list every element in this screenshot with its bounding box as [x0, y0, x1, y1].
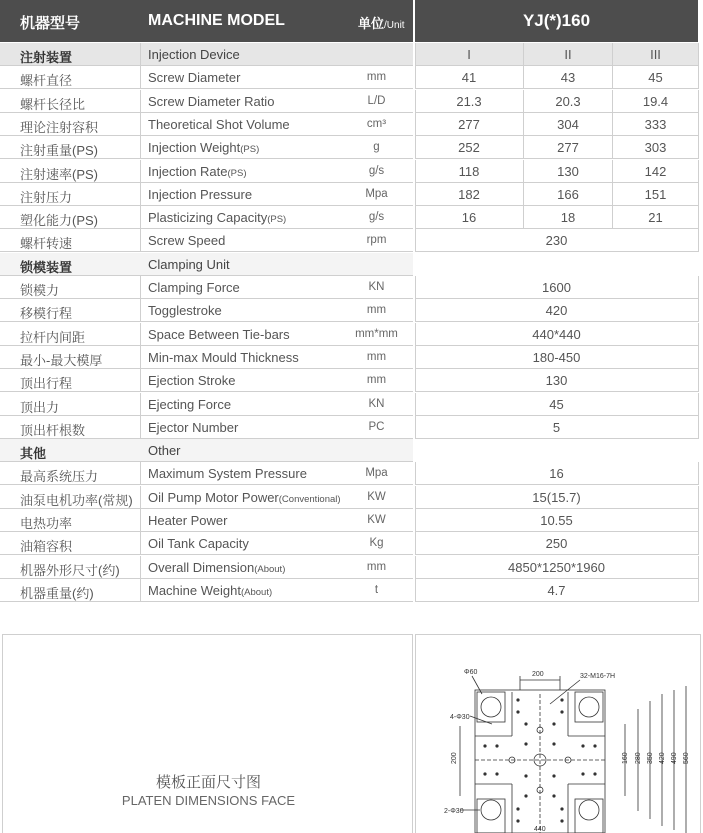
table-row	[0, 183, 703, 206]
tapped-hole	[516, 807, 519, 810]
value-cell: 142	[644, 163, 667, 179]
col-divider	[698, 346, 699, 369]
row-label-cn: 移模行程	[20, 306, 73, 322]
row-label-en: Plasticizing Capacity(PS)	[148, 210, 287, 226]
col-divider	[698, 66, 699, 89]
row-unit: g/s	[368, 164, 385, 177]
row-label-en: Injection Pressure	[148, 186, 253, 202]
tapped-hole	[552, 742, 555, 745]
label-bottom: 440	[534, 826, 546, 833]
col-divider	[140, 532, 141, 555]
tapped-hole	[560, 819, 563, 822]
value-cell: 151	[644, 186, 667, 202]
col-divider	[698, 486, 699, 509]
col-divider	[140, 579, 141, 602]
platen-title-en: PLATEN DIMENSIONS FACE	[121, 793, 296, 808]
tapped-hole	[516, 698, 519, 701]
col-divider	[698, 462, 699, 485]
header-left	[0, 0, 413, 42]
col-divider	[140, 113, 141, 136]
table-row	[0, 579, 703, 602]
table-row	[0, 160, 703, 183]
row-unit: g/s	[368, 211, 385, 224]
row-label-cn: 注射压力	[20, 189, 73, 205]
value-cell: 4.7	[547, 582, 566, 598]
table-row	[0, 532, 703, 555]
col-divider	[415, 393, 416, 416]
row-unit: mm	[366, 304, 387, 317]
row-label-cn: 塑化能力(PS)	[20, 213, 99, 229]
tapped-hole	[593, 744, 596, 747]
col-divider	[140, 393, 141, 416]
col-divider	[698, 206, 699, 229]
row-label-en: Space Between Tie-bars	[148, 326, 290, 342]
col-divider	[415, 90, 416, 113]
row-label-en: Oil Pump Motor Power(Conventional)	[148, 489, 341, 505]
row-unit: mm*mm	[355, 327, 398, 340]
label-d280: 280	[635, 752, 642, 764]
platen-section	[0, 634, 703, 833]
col-divider	[415, 183, 416, 206]
row-unit: KN	[368, 397, 385, 410]
col-divider	[415, 579, 416, 602]
label-d490: 490	[671, 752, 678, 764]
value-cell: I	[467, 47, 471, 62]
col-divider	[698, 323, 699, 346]
row-unit: L/D	[367, 94, 386, 107]
row-divider	[415, 601, 698, 602]
tapped-hole	[560, 807, 563, 810]
value-cell: 45	[549, 396, 564, 412]
row-label-cn: 注射重量(PS)	[20, 143, 99, 159]
col-divider	[698, 276, 699, 299]
row-label-cn: 锁模力	[20, 283, 60, 298]
value-cell: 118	[458, 163, 480, 179]
row-unit: KN	[368, 281, 385, 293]
col-divider	[415, 43, 416, 66]
col-divider	[415, 136, 416, 159]
row-unit: KW	[367, 490, 386, 503]
row-unit: KW	[367, 514, 386, 526]
platen-caption-box	[2, 634, 413, 833]
value-cell: 420	[545, 303, 568, 319]
col-divider	[415, 299, 416, 322]
col-divider	[612, 183, 613, 206]
col-divider	[612, 43, 613, 66]
value-cell: II	[564, 47, 572, 62]
value-cell: 19.4	[642, 93, 669, 109]
col-divider	[415, 416, 416, 439]
label-h200: 200	[451, 752, 458, 764]
col-divider	[523, 113, 524, 136]
col-divider	[140, 66, 141, 89]
value-cell: 45	[648, 70, 663, 86]
col-divider	[415, 229, 416, 252]
value-cell: 1600	[542, 280, 571, 295]
value-cell: 304	[557, 116, 579, 132]
header-model-value: YJ(*)160	[415, 0, 698, 42]
value-cell: 21	[648, 210, 663, 226]
col-divider	[523, 206, 524, 229]
tapped-hole	[495, 744, 498, 747]
col-divider	[698, 579, 699, 602]
tie-bar-block-bl	[477, 799, 505, 833]
value-cell: 16	[549, 466, 564, 482]
row-label-en: Injection Weight(PS)	[148, 140, 260, 156]
table-row	[0, 346, 703, 369]
value-cell: 182	[458, 186, 480, 202]
table-row	[0, 369, 703, 392]
label-d420: 420	[659, 752, 666, 764]
tapped-hole	[483, 744, 486, 747]
platen-title-cn: 模板正面尺寸图	[155, 774, 261, 791]
label-d350: 350	[647, 752, 654, 764]
col-divider	[140, 323, 141, 346]
row-label-en: Overall Dimension(About)	[148, 559, 286, 575]
value-cell: 20.3	[555, 93, 581, 109]
col-divider	[698, 183, 699, 206]
col-divider	[415, 323, 416, 346]
value-cell: 41	[461, 70, 477, 86]
row-label-cn: 机器外形尺寸(约)	[20, 562, 120, 578]
col-divider	[698, 160, 699, 183]
row-label-cn: 油泵电机功率(常规)	[20, 492, 133, 508]
row-label-en: Screw Diameter Ratio	[148, 93, 275, 109]
value-cell: 130	[557, 163, 579, 179]
value-cell: 230	[545, 233, 568, 249]
col-divider	[140, 462, 141, 485]
col-divider	[415, 346, 416, 369]
header-unit: 单位/Unit	[358, 16, 405, 31]
col-divider	[140, 299, 141, 322]
tapped-hole	[581, 744, 584, 747]
table-row	[0, 323, 703, 346]
col-divider	[523, 183, 524, 206]
col-divider	[612, 206, 613, 229]
tapped-hole	[495, 772, 498, 775]
tapped-hole	[524, 774, 527, 777]
tapped-hole	[581, 772, 584, 775]
row-label-en: Screw Speed	[148, 233, 226, 249]
col-divider	[523, 66, 524, 89]
label-thread: 32-M16-7H	[580, 673, 616, 680]
col-divider	[415, 556, 416, 579]
table-row	[0, 43, 703, 66]
row-label-cn: 注射装置	[20, 50, 73, 65]
tapped-hole	[593, 772, 596, 775]
col-divider	[415, 66, 416, 89]
row-unit: Mpa	[365, 467, 388, 480]
col-divider	[612, 90, 613, 113]
leader-line	[470, 716, 492, 724]
col-divider	[698, 113, 699, 136]
row-unit: Kg	[369, 537, 384, 550]
value-cell: 252	[458, 140, 480, 156]
col-divider	[415, 113, 416, 136]
col-divider	[140, 43, 141, 66]
table-row	[0, 206, 703, 229]
value-cell: 10.55	[540, 513, 573, 528]
label-d160: 160	[622, 752, 629, 764]
platen-drawing	[430, 664, 695, 833]
row-label-en: Togglestroke	[148, 303, 222, 319]
row-label-cn: 注射速率(PS)	[20, 166, 99, 182]
tie-bar-block-br	[575, 799, 603, 833]
table-row	[0, 299, 703, 322]
row-label-en: Injection Device	[148, 47, 240, 62]
col-divider	[698, 136, 699, 159]
value-cell: 166	[557, 186, 579, 202]
row-label-cn: 螺杆转速	[20, 236, 73, 252]
row-unit: cm³	[366, 117, 387, 130]
table-row	[0, 253, 703, 276]
label-holes4: 4-Φ30	[450, 714, 470, 721]
col-divider	[140, 160, 141, 183]
label-d60: Φ60	[464, 669, 478, 676]
row-unit: PC	[368, 420, 385, 433]
table-row	[0, 90, 703, 113]
tie-bar-hole-br	[579, 800, 599, 820]
col-divider	[698, 43, 699, 66]
row-label-en: Screw Diameter	[148, 70, 241, 86]
row-label-en: Injection Rate(PS)	[148, 163, 247, 179]
col-divider	[698, 556, 699, 579]
row-label-cn: 电热功率	[20, 516, 73, 531]
row-label-en: Machine Weight(About)	[148, 582, 273, 598]
col-divider	[140, 509, 141, 532]
tapped-hole	[524, 722, 527, 725]
tapped-hole	[516, 819, 519, 822]
row-label-en: Min-max Mould Thickness	[148, 349, 299, 365]
tie-bar-hole-bl	[481, 800, 501, 820]
label-d560: 560	[683, 752, 690, 764]
tapped-hole	[524, 794, 527, 797]
value-cell: 180-450	[532, 349, 581, 365]
row-unit: Mpa	[365, 187, 388, 200]
table-row	[0, 276, 703, 299]
col-divider	[698, 393, 699, 416]
col-divider	[698, 229, 699, 252]
col-divider	[140, 556, 141, 579]
tie-bar-hole-tl	[481, 697, 501, 717]
table-row	[0, 66, 703, 89]
col-divider	[415, 486, 416, 509]
table-row	[0, 416, 703, 439]
table-row	[0, 393, 703, 416]
row-label-en: Clamping Unit	[148, 256, 230, 272]
col-divider	[698, 532, 699, 555]
tapped-hole	[560, 710, 563, 713]
value-cell: 16	[461, 210, 477, 226]
row-unit: mm	[366, 560, 387, 573]
tapped-hole	[483, 772, 486, 775]
row-unit: mm	[366, 350, 387, 363]
label-w200: 200	[532, 671, 544, 678]
col-divider	[140, 183, 141, 206]
row-label-en: Ejection Stroke	[148, 373, 236, 389]
col-divider	[140, 206, 141, 229]
col-divider	[698, 509, 699, 532]
value-cell: 250	[545, 536, 568, 552]
table-row	[0, 486, 703, 509]
value-cell: 15(15.7)	[532, 489, 581, 505]
value-cell: 333	[644, 116, 667, 132]
col-divider	[698, 416, 699, 439]
row-label-cn: 最高系统压力	[20, 469, 99, 485]
col-divider	[612, 136, 613, 159]
row-label-cn: 顶出行程	[20, 376, 73, 392]
col-divider	[140, 229, 141, 252]
row-label-en: Maximum System Pressure	[148, 466, 307, 482]
row-label-cn: 螺杆直径	[20, 73, 73, 89]
row-unit: g	[373, 141, 380, 154]
row-label-cn: 锁模装置	[20, 259, 73, 275]
tie-bar-hole-tr	[579, 697, 599, 717]
row-label-en: Other	[148, 443, 181, 459]
row-label-cn: 螺杆长径比	[20, 96, 86, 112]
row-unit: t	[374, 583, 379, 596]
row-label-cn: 顶出力	[20, 399, 60, 415]
row-label-en: Clamping Force	[148, 280, 240, 295]
tapped-hole	[552, 794, 555, 797]
row-label-en: Theoretical Shot Volume	[148, 116, 290, 132]
table-row	[0, 113, 703, 136]
row-label-en: Ejector Number	[148, 419, 239, 435]
row-label-cn: 油箱容积	[20, 539, 73, 555]
col-divider	[415, 509, 416, 532]
header-model-cn: 机器型号	[20, 15, 81, 32]
table-row	[0, 556, 703, 579]
col-divider	[698, 90, 699, 113]
col-divider	[140, 369, 141, 392]
tapped-hole	[516, 710, 519, 713]
col-divider	[612, 113, 613, 136]
col-divider	[415, 369, 416, 392]
tapped-hole	[524, 742, 527, 745]
tapped-hole	[552, 774, 555, 777]
value-cell: 21.3	[456, 93, 482, 109]
row-label-en: Oil Tank Capacity	[148, 536, 249, 552]
col-divider	[415, 532, 416, 555]
label-holes2: 2-Φ30	[444, 808, 464, 815]
col-divider	[140, 486, 141, 509]
value-cell: 130	[545, 373, 568, 389]
row-label-cn: 最小-最大模厚	[20, 352, 103, 368]
col-divider	[523, 160, 524, 183]
col-divider	[415, 206, 416, 229]
row-label-cn: 拉杆内间距	[20, 329, 86, 345]
row-label-cn: 顶出杆根数	[20, 422, 86, 438]
row-unit: mm	[366, 374, 387, 387]
col-divider	[698, 369, 699, 392]
row-divider	[0, 601, 413, 602]
tapped-hole	[560, 698, 563, 701]
row-label-cn: 理论注射容积	[20, 119, 99, 135]
value-cell: 277	[458, 116, 480, 132]
row-label-en: Heater Power	[148, 513, 228, 528]
table-row	[0, 229, 703, 252]
value-cell: 43	[560, 70, 576, 86]
value-cell: 303	[644, 140, 667, 156]
col-divider	[612, 160, 613, 183]
leader-line	[472, 676, 482, 694]
table-row	[0, 136, 703, 159]
row-unit: rpm	[366, 234, 387, 247]
table-row	[0, 462, 703, 485]
table-row	[0, 439, 703, 462]
table-header	[0, 0, 703, 42]
section-bg	[0, 439, 413, 462]
row-label-cn: 机器重量(约)	[20, 585, 94, 601]
col-divider	[415, 462, 416, 485]
value-cell: 4850*1250*1960	[508, 559, 605, 575]
value-cell: 18	[560, 210, 576, 226]
value-cell: 440*440	[532, 326, 581, 342]
col-divider	[415, 160, 416, 183]
col-divider	[140, 276, 141, 299]
col-divider	[140, 90, 141, 113]
col-divider	[140, 136, 141, 159]
table-row	[0, 509, 703, 532]
tapped-hole	[552, 722, 555, 725]
header-model-en: MACHINE MODEL	[148, 12, 285, 29]
col-divider	[523, 136, 524, 159]
value-cell: 277	[557, 140, 579, 156]
col-divider	[140, 346, 141, 369]
value-cell: 5	[552, 419, 561, 435]
row-unit: mm	[366, 71, 387, 84]
col-divider	[415, 276, 416, 299]
col-divider	[612, 66, 613, 89]
value-cell: III	[650, 47, 661, 62]
col-divider	[698, 299, 699, 322]
row-label-cn: 其他	[20, 446, 47, 462]
row-label-en: Ejecting Force	[148, 396, 232, 412]
col-divider	[523, 43, 524, 66]
col-divider	[140, 416, 141, 439]
col-divider	[523, 90, 524, 113]
